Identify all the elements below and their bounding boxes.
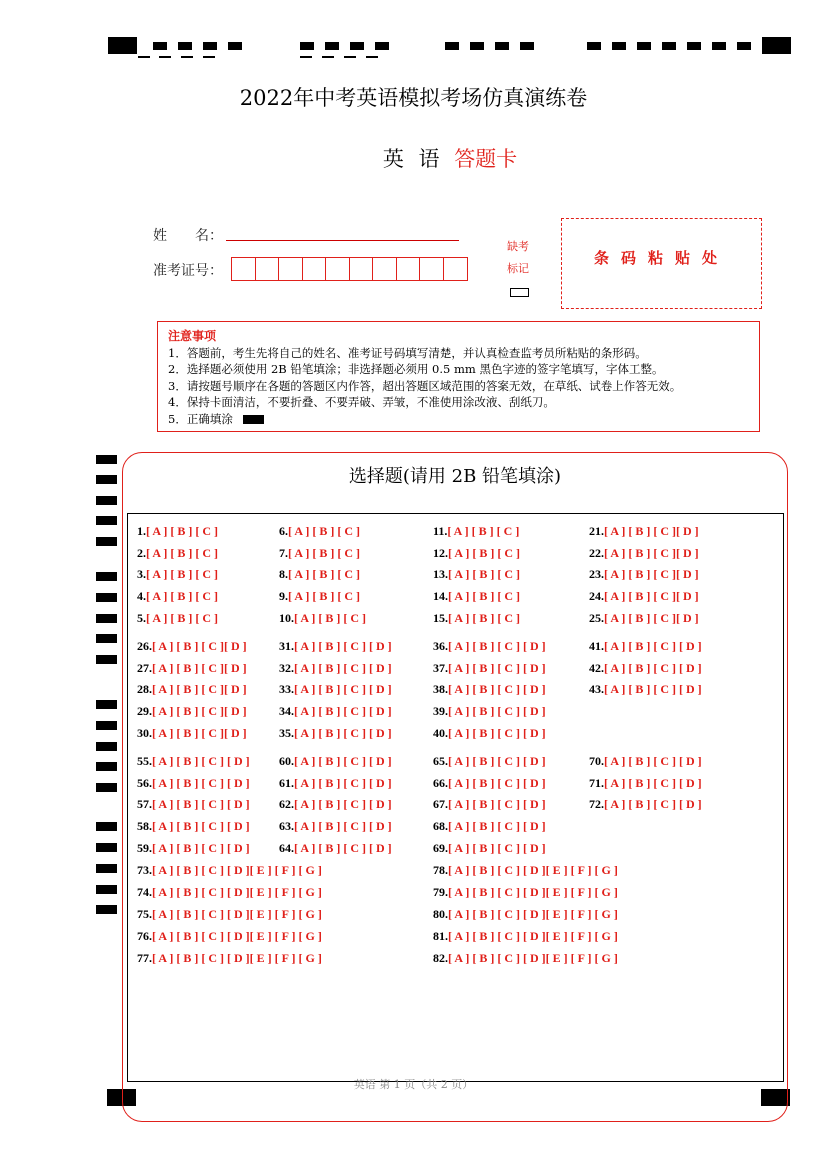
question-number: 71. [589,776,604,790]
answer-options[interactable]: [ A ] [ B ] [ C ] [ D ] [294,704,392,718]
question-item[interactable] [279,704,392,719]
answer-options[interactable]: [ A ] [ B ] [ C ] [447,524,520,538]
notice-item: 2．选择题必须使用 2B 铅笔填涂；非选择题必须用 0.5 mm 黑色字迹的签字笔填写，字体工整。 [168,362,664,376]
answer-options[interactable]: [ A ] [ B ] [ C ][ D ] [604,567,699,581]
answer-options[interactable]: [ A ] [ B ] [ C ][ D ] [604,546,699,560]
question-item[interactable] [137,907,322,922]
notice-item-fill [168,411,759,428]
answer-options[interactable]: [ A ] [ B ] [ C ] [ D ] [152,841,250,855]
question-item[interactable] [137,863,322,878]
timing-mark [737,42,751,50]
question-item[interactable] [433,589,520,604]
answer-options[interactable]: [ A ] [ B ] [ C ][ D ] [604,589,699,603]
question-number: 4. [137,589,146,603]
notice-item: 1．答题前，考生先将自己的姓名、准考证号码填写清楚，并认真检查监考员所粘贴的条形码。 [168,345,647,360]
id-digit-box[interactable] [303,258,327,280]
barcode-label: 条码粘贴处 [593,249,729,267]
question-number: 3. [137,567,146,581]
question-item[interactable] [279,754,392,769]
answer-options[interactable]: [ A ] [ B ] [ C ] [ D ][ E ] [ F ] [ G ] [448,929,618,943]
timing-mark [96,700,117,709]
answer-options[interactable]: [ A ] [ B ] [ C ] [ D ] [448,776,546,790]
timing-mark [96,822,117,831]
answer-options[interactable]: [ A ] [ B ] [ C ] [288,567,360,581]
timing-mark [445,42,459,50]
question-number: 66. [433,776,448,790]
question-item[interactable] [279,797,392,812]
question-number: 11. [433,524,448,538]
absent-mark-box[interactable] [510,288,529,297]
answer-options[interactable]: [ A ] [ B ] [ C ] [ D ] [604,797,702,811]
timing-mark [96,762,117,771]
question-number: 36. [433,639,448,653]
question-number: 14. [433,589,448,603]
question-item[interactable] [433,819,546,834]
question-number: 76. [137,929,152,943]
question-item[interactable] [137,841,250,856]
answer-options[interactable]: [ A ] [ B ] [ C ] [ D ] [448,754,546,768]
question-number: 32. [279,661,294,675]
answer-options[interactable]: [ A ] [ B ] [ C ] [ D ] [294,797,392,811]
question-item[interactable] [279,611,366,626]
question-number: 35. [279,726,294,740]
timing-mark [153,42,167,50]
notice-item: 4．保持卡面清洁，不要折叠、不要弄破、弄皱，不准使用涂改液、刮纸刀。 [168,395,555,409]
answer-options[interactable]: [ A ] [ B ] [ C ] [ D ][ E ] [ F ] [ G ] [152,907,322,921]
question-item[interactable] [433,524,519,539]
timing-mark [520,42,534,50]
timing-mark [470,42,484,50]
question-number: 61. [279,776,294,790]
timing-mark [96,496,117,505]
question-item[interactable] [589,589,699,604]
answer-options[interactable]: [ A ] [ B ] [ C ] [ D ] [448,682,546,696]
id-digit-box[interactable] [232,258,256,280]
timing-mark [300,42,314,50]
question-item[interactable] [589,682,702,697]
answer-options[interactable]: [ A ] [ B ] [ C ] [ D ] [448,726,546,740]
question-number: 30. [137,726,152,740]
answer-options[interactable]: [ A ] [ B ] [ C ][ D ] [152,639,247,653]
question-number: 73. [137,863,152,877]
question-number: 27. [137,661,152,675]
question-item[interactable] [137,951,322,966]
answer-options[interactable]: [ A ] [ B ] [ C ] [448,589,520,603]
answer-options[interactable]: [ A ] [ B ] [ C ] [ D ] [448,819,546,833]
answer-options[interactable]: [ A ] [ B ] [ C ] [448,567,520,581]
question-number: 43. [589,682,604,696]
question-number: 82. [433,951,448,965]
timing-mark [96,614,117,623]
answer-options[interactable]: [ A ] [ B ] [ C ] [ D ] [448,797,546,811]
answer-options[interactable]: [ A ] [ B ] [ C ] [ D ] [294,754,392,768]
card-subtitle [0,143,827,173]
id-label: 准考证号： [153,263,223,279]
question-number: 68. [433,819,448,833]
question-number: 38. [433,682,448,696]
timing-mark [138,56,150,58]
timing-mark [344,56,356,58]
question-item[interactable] [137,819,250,834]
question-item[interactable] [433,546,520,561]
question-number: 26. [137,639,152,653]
timing-mark [612,42,626,50]
question-item[interactable] [137,885,322,900]
answer-card-label: 答题卡 [454,147,518,171]
question-item[interactable] [589,611,699,626]
absent-label-2: 标记 [507,262,529,275]
question-number: 81. [433,929,448,943]
question-item[interactable] [433,951,618,966]
answer-options[interactable]: [ A ] [ B ] [ C ] [ D ] [448,639,546,653]
timing-mark [96,634,117,643]
question-number: 37. [433,661,448,675]
question-number: 63. [279,819,294,833]
question-number: 77. [137,951,152,965]
answer-options[interactable]: [ A ] [ B ] [ C ][ D ] [152,726,247,740]
notice-item: 3．请按题号顺序在各题的答题区内作答，超出答题区域范围的答案无效，在草纸、试卷上作答无效。 [168,378,682,393]
timing-mark [96,864,117,873]
notice-box [157,321,760,432]
timing-mark [96,742,117,751]
question-item[interactable] [589,546,699,561]
question-number: 75. [137,907,152,921]
question-number: 57. [137,797,152,811]
question-number: 15. [433,611,448,625]
id-digit-box[interactable] [397,258,421,280]
timing-mark [96,516,117,525]
barcode-area [561,218,762,309]
question-item[interactable] [279,819,392,834]
question-item[interactable] [433,907,618,922]
answer-options[interactable]: [ A ] [ B ] [ C ] [ D ] [152,754,250,768]
question-item[interactable] [279,546,360,561]
question-number: 6. [279,524,288,538]
timing-mark [96,905,117,914]
timing-mark [159,56,171,58]
question-item[interactable] [433,682,546,697]
question-number: 60. [279,754,294,768]
question-item[interactable] [279,726,392,741]
question-number: 5. [137,611,146,625]
id-digit-box[interactable] [444,258,468,280]
question-item[interactable] [433,661,546,676]
question-number: 56. [137,776,152,790]
answer-options[interactable]: [ A ] [ B ] [ C ] [448,546,520,560]
notice-item: 5．正确填涂 [168,411,233,426]
question-item[interactable] [433,754,546,769]
question-item[interactable] [279,639,392,654]
timing-mark [96,537,117,546]
answer-options[interactable]: [ A ] [ B ] [ C ][ D ] [604,524,699,538]
answer-options[interactable]: [ A ] [ B ] [ C ] [146,546,218,560]
question-number: 67. [433,797,448,811]
id-digit-box[interactable] [373,258,397,280]
question-item[interactable] [137,704,247,719]
id-digit-box[interactable] [326,258,350,280]
question-item[interactable] [589,661,702,676]
question-item[interactable] [137,797,250,812]
question-item[interactable] [589,797,702,812]
answer-options[interactable]: [ A ] [ B ] [ C ] [ D ] [604,639,702,653]
timing-mark [96,783,117,792]
timing-mark [96,721,117,730]
answer-options[interactable]: [ A ] [ B ] [ C ] [ D ][ E ] [ F ] [ G ] [448,951,618,965]
question-number: 9. [279,589,288,603]
answer-options[interactable]: [ A ] [ B ] [ C ] [146,611,218,625]
question-number: 7. [279,546,288,560]
timing-mark [325,42,339,50]
timing-mark [96,655,117,664]
question-item[interactable] [279,524,360,539]
timing-mark [366,56,378,58]
question-item[interactable] [137,682,247,697]
question-number: 70. [589,754,604,768]
timing-mark [495,42,509,50]
question-number: 25. [589,611,604,625]
question-number: 23. [589,567,604,581]
subject-label: 英 语 [382,147,444,171]
question-number: 42. [589,661,604,675]
question-number: 78. [433,863,448,877]
answer-options[interactable]: [ A ] [ B ] [ C ] [ D ] [604,754,702,768]
question-item[interactable] [433,776,546,791]
timing-mark [108,37,137,54]
question-number: 13. [433,567,448,581]
question-item[interactable] [589,754,702,769]
question-number: 2. [137,546,146,560]
question-item[interactable] [137,524,218,539]
question-item[interactable] [137,776,250,791]
answer-options[interactable]: [ A ] [ B ] [ C ] [ D ] [448,704,546,718]
timing-mark [662,42,676,50]
answer-options[interactable]: [ A ] [ B ] [ C ] [ D ] [448,661,546,675]
answer-options[interactable]: [ A ] [ B ] [ C ] [ D ][ E ] [ F ] [ G ] [152,863,322,877]
absent-label-1: 缺考 [507,240,529,253]
answer-options[interactable]: [ A ] [ B ] [ C ] [ D ] [152,797,250,811]
question-number: 55. [137,754,152,768]
question-item[interactable] [137,567,218,582]
page-footer: 英语 第 1 页（共 2 页） [353,1078,474,1091]
question-item[interactable] [433,704,546,719]
question-number: 29. [137,704,152,718]
question-item[interactable] [137,929,322,944]
answer-options[interactable]: [ A ] [ B ] [ C ][ D ] [152,704,247,718]
question-number: 28. [137,682,152,696]
timing-mark [178,42,192,50]
id-digit-box[interactable] [256,258,280,280]
question-item[interactable] [279,841,392,856]
question-number: 74. [137,885,152,899]
question-item[interactable] [279,776,392,791]
question-item[interactable] [433,929,618,944]
question-number: 39. [433,704,448,718]
exam-title: 2022年中考英语模拟考场仿真演练卷 [239,86,588,110]
question-item[interactable] [589,524,699,539]
filled-bubble-example [243,415,264,424]
answer-options[interactable]: [ A ] [ B ] [ C ] [ D ] [294,661,392,675]
name-field[interactable] [226,240,459,241]
timing-mark [300,56,312,58]
answer-options[interactable]: [ A ] [ B ] [ C ] [ D ][ E ] [ F ] [ G ] [448,863,618,877]
question-number: 33. [279,682,294,696]
question-item[interactable] [279,682,392,697]
question-item[interactable] [137,754,250,769]
question-number: 65. [433,754,448,768]
answer-options[interactable]: [ A ] [ B ] [ C ] [ D ] [448,841,546,855]
timing-mark [375,42,389,50]
answer-options[interactable]: [ A ] [ B ] [ C ] [ D ][ E ] [ F ] [ G ] [152,951,322,965]
name-label: 姓 名： [153,228,223,244]
answer-options[interactable]: [ A ] [ B ] [ C ] [448,611,520,625]
question-number: 12. [433,546,448,560]
question-number: 1. [137,524,146,538]
question-number: 34. [279,704,294,718]
timing-mark [687,42,701,50]
id-digit-box[interactable] [350,258,374,280]
answer-options[interactable]: [ A ] [ B ] [ C ] [146,567,218,581]
answer-options[interactable]: [ A ] [ B ] [ C ] [ D ][ E ] [ F ] [ G ] [448,907,618,921]
answer-options[interactable]: [ A ] [ B ] [ C ][ D ] [152,661,247,675]
section-title: 选择题(请用 2B 铅笔填涂) [348,466,562,487]
question-item[interactable] [433,863,618,878]
answer-options[interactable]: [ A ] [ B ] [ C ] [288,524,360,538]
question-item[interactable] [279,589,360,604]
timing-mark [181,56,193,58]
answer-options[interactable]: [ A ] [ B ] [ C ][ D ] [152,682,247,696]
timing-mark [96,843,117,852]
question-item[interactable] [137,546,218,561]
id-digit-box[interactable] [420,258,444,280]
question-item[interactable] [433,611,520,626]
answer-options[interactable]: [ A ] [ B ] [ C ] [ D ] [604,776,702,790]
question-item[interactable] [589,639,702,654]
answer-options[interactable]: [ A ] [ B ] [ C ] [ D ] [604,682,702,696]
question-number: 80. [433,907,448,921]
question-item[interactable] [137,726,247,741]
question-item[interactable] [589,567,699,582]
question-number: 58. [137,819,152,833]
question-number: 8. [279,567,288,581]
question-item[interactable] [137,661,247,676]
timing-mark [322,56,334,58]
question-item[interactable] [137,639,247,654]
question-number: 22. [589,546,604,560]
timing-mark [712,42,726,50]
answer-options[interactable]: [ A ] [ B ] [ C ][ D ] [604,611,699,625]
timing-mark [350,42,364,50]
timing-mark [587,42,601,50]
candidate-id-boxes[interactable] [231,257,468,281]
question-number: 24. [589,589,604,603]
answer-options[interactable]: [ A ] [ B ] [ C ] [ D ] [152,819,250,833]
question-item[interactable] [433,726,546,741]
question-number: 31. [279,639,294,653]
timing-mark [762,37,791,54]
answer-options[interactable]: [ A ] [ B ] [ C ] [ D ] [294,682,392,696]
question-item[interactable] [279,661,392,676]
answer-options[interactable]: [ A ] [ B ] [ C ] [288,546,360,560]
timing-mark [96,572,117,581]
timing-mark [96,593,117,602]
answer-options[interactable]: [ A ] [ B ] [ C ] [ D ][ E ] [ F ] [ G ] [152,885,322,899]
question-number: 79. [433,885,448,899]
answer-options[interactable]: [ A ] [ B ] [ C ] [288,589,360,603]
question-item[interactable] [137,589,218,604]
answer-options[interactable]: [ A ] [ B ] [ C ] [ D ] [294,841,392,855]
question-number: 40. [433,726,448,740]
answer-options[interactable]: [ A ] [ B ] [ C ] [ D ] [152,776,250,790]
question-number: 62. [279,797,294,811]
timing-mark [637,42,651,50]
id-digit-box[interactable] [279,258,303,280]
timing-mark [96,475,117,484]
question-number: 10. [279,611,294,625]
question-number: 41. [589,639,604,653]
question-number: 59. [137,841,152,855]
answer-options[interactable]: [ A ] [ B ] [ C ] [ D ] [604,661,702,675]
answer-options[interactable]: [ A ] [ B ] [ C ] [ D ] [294,639,392,653]
question-item[interactable] [433,639,546,654]
answer-options[interactable]: [ A ] [ B ] [ C ] [294,611,366,625]
question-number: 72. [589,797,604,811]
answer-options[interactable]: [ A ] [ B ] [ C ] [ D ][ E ] [ F ] [ G ] [152,929,322,943]
question-item[interactable] [137,611,218,626]
question-item[interactable] [433,797,546,812]
question-item[interactable] [589,776,702,791]
answer-options[interactable]: [ A ] [ B ] [ C ] [ D ] [294,776,392,790]
answer-options[interactable]: [ A ] [ B ] [ C ] [146,524,218,538]
question-number: 64. [279,841,294,855]
question-item[interactable] [279,567,360,582]
answer-options[interactable]: [ A ] [ B ] [ C ] [ D ][ E ] [ F ] [ G ] [448,885,618,899]
timing-mark [203,56,215,58]
question-item[interactable] [433,841,546,856]
question-item[interactable] [433,567,520,582]
timing-mark [96,455,117,464]
question-item[interactable] [433,885,618,900]
answer-options[interactable]: [ A ] [ B ] [ C ] [146,589,218,603]
notice-heading: 注意事项 [168,329,217,343]
question-number: 69. [433,841,448,855]
question-number: 21. [589,524,604,538]
answer-options[interactable]: [ A ] [ B ] [ C ] [ D ] [294,819,392,833]
timing-mark [96,885,117,894]
timing-mark [228,42,242,50]
answer-options[interactable]: [ A ] [ B ] [ C ] [ D ] [294,726,392,740]
timing-mark [203,42,217,50]
